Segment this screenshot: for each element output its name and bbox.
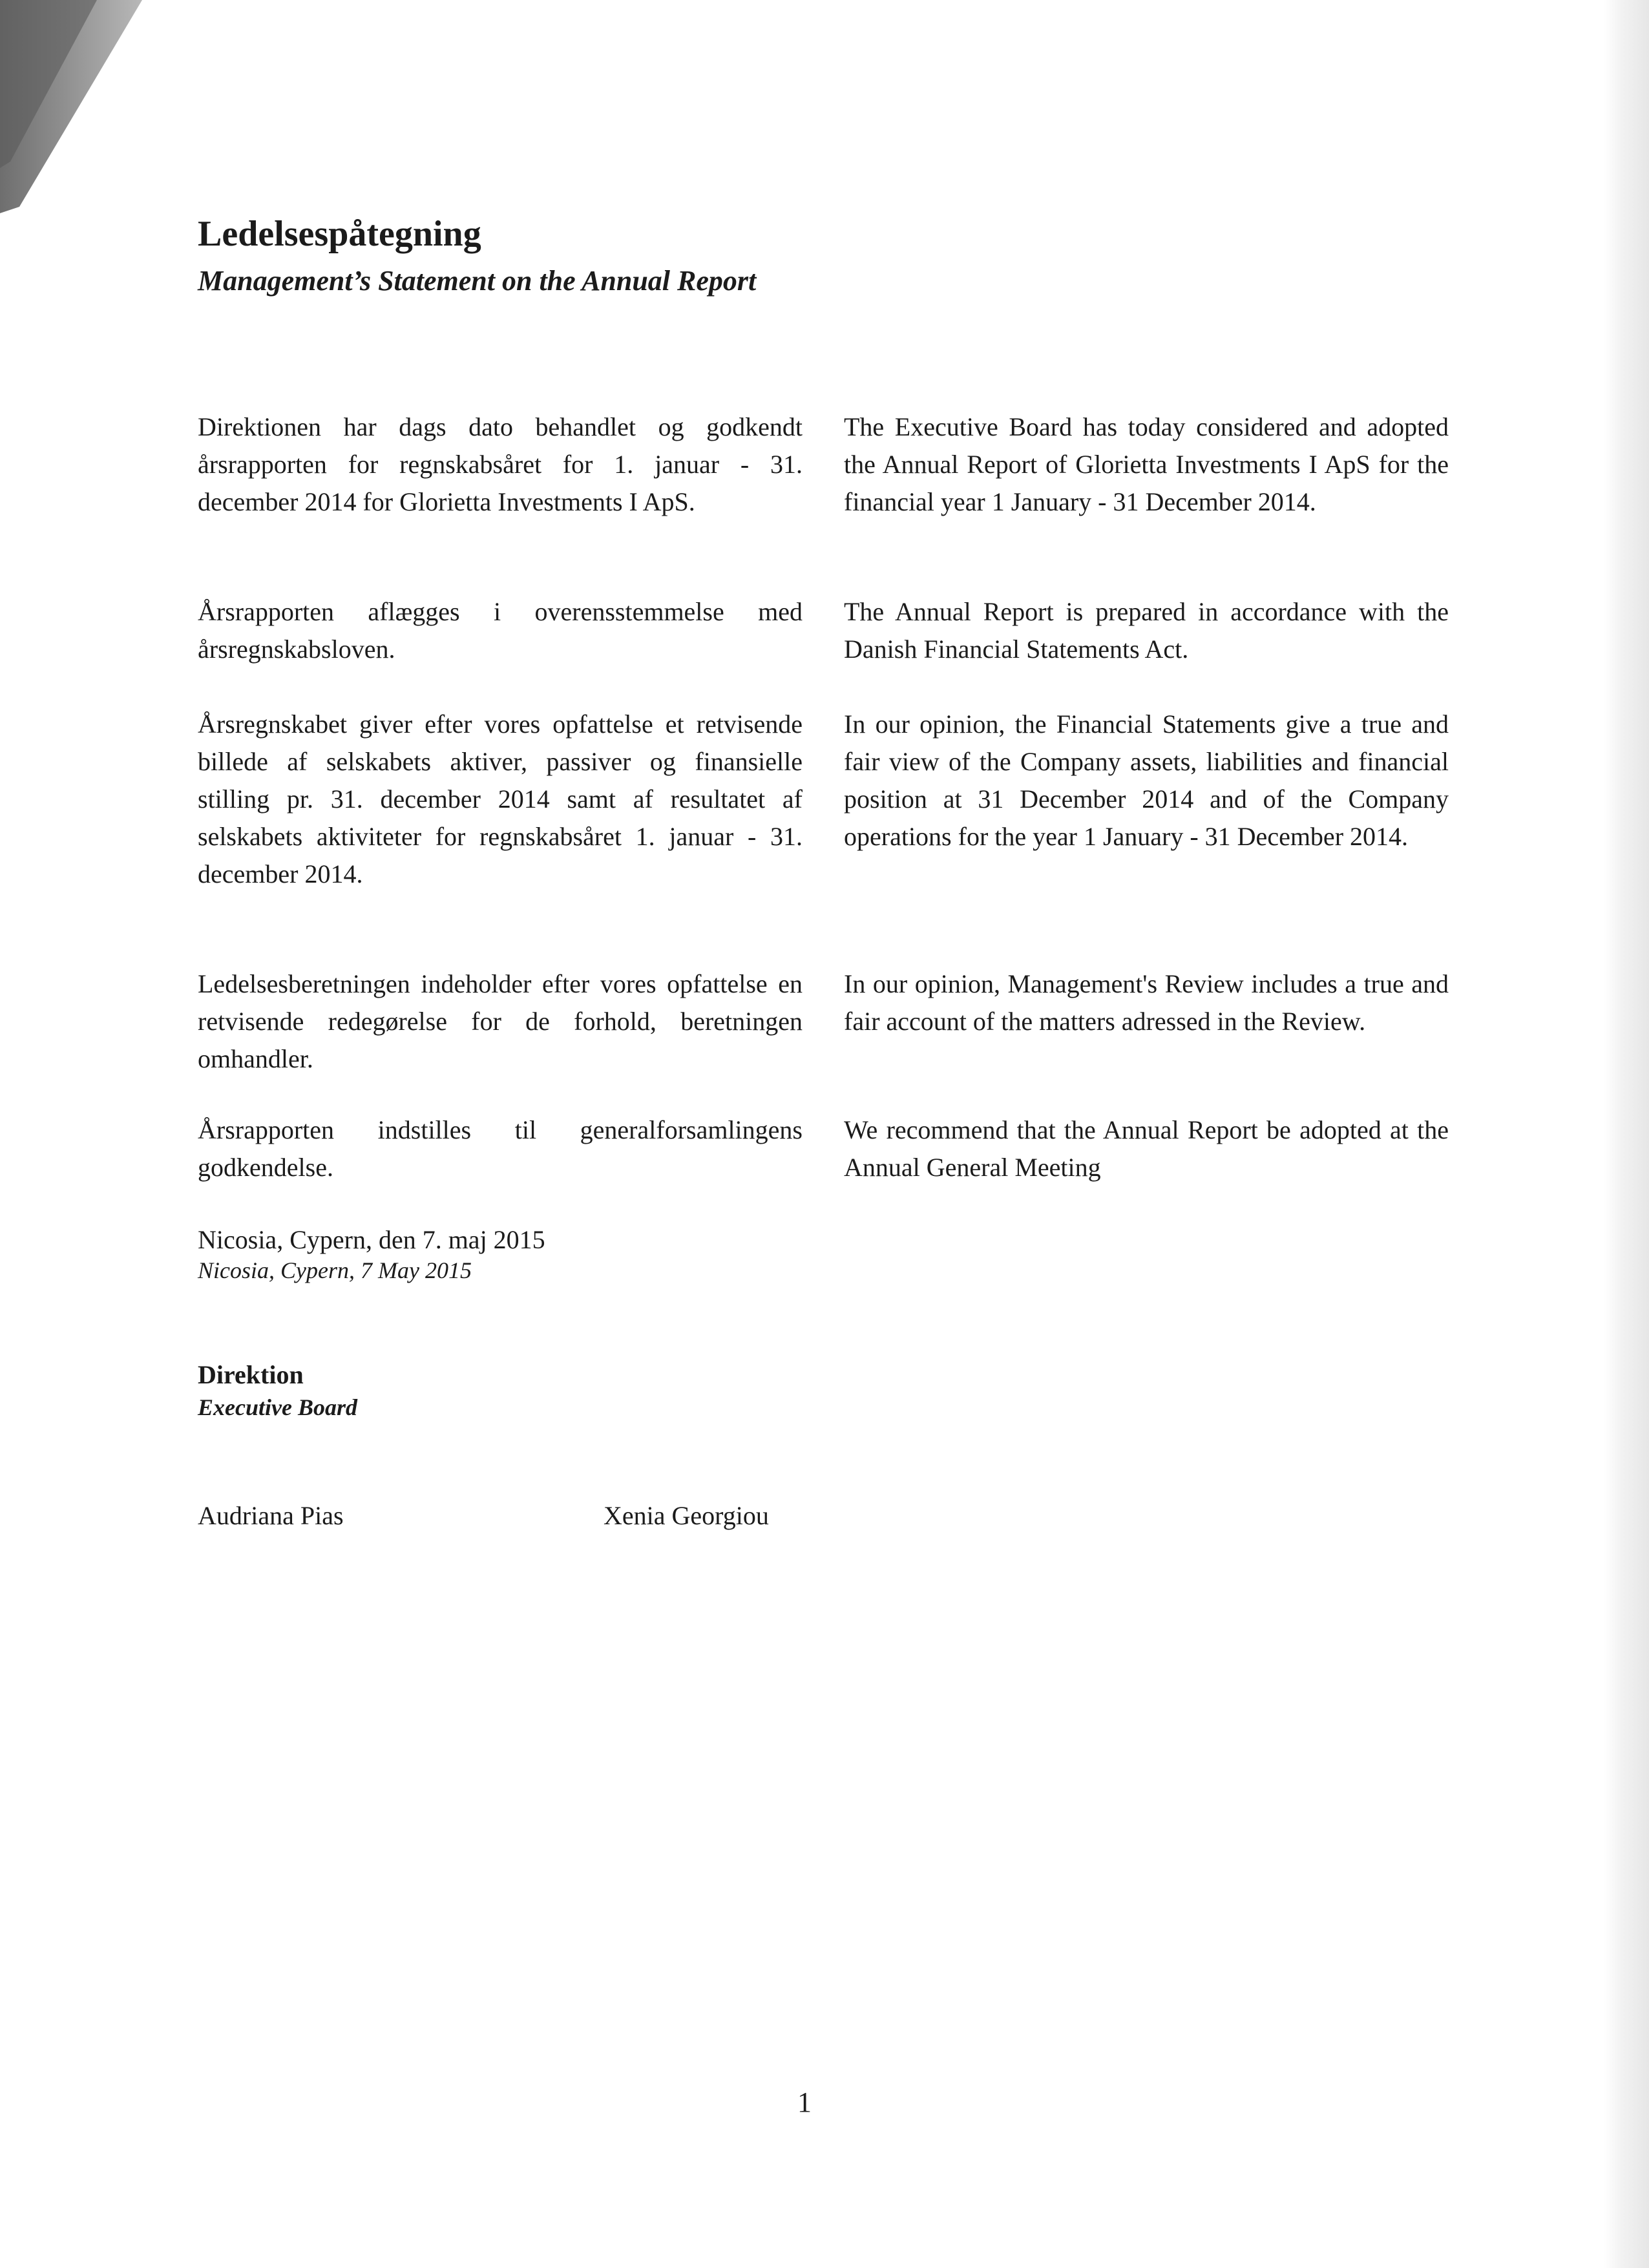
page-number: 1	[797, 2086, 812, 2118]
paragraph-en-recommendation: We recommend that the Annual Report be adopted at the Annual General Meeting	[844, 1115, 1449, 1182]
scan-right-edge	[1604, 0, 1649, 2268]
board-member-name: Audriana Pias	[198, 1501, 344, 1530]
scan-fold-corner	[0, 0, 149, 213]
paragraph-da-recommendation: Årsrapporten indstilles til generalforsamlingens godkendelse.	[198, 1115, 803, 1182]
paragraph-da-opinion-statements: Årsregnskabet giver efter vores opfattelse et retvisende billede af selskabets aktiver, passiver og finansielle stilling pr. 31. december 2014 samt af resultatet af selskabets aktiviteter for regnskabsåret 1. januar - 31. december 2014.	[198, 709, 803, 888]
paragraph-en-approval: The Executive Board has today considered and adopted the Annual Report of Glorietta Investments I ApS for the financial year 1 January - 31 December 2014.	[844, 412, 1449, 516]
page-title: Ledelsespåtegning	[198, 214, 481, 254]
board-heading-da: Direktion	[198, 1360, 304, 1389]
paragraph-da-approval: Direktionen har dags dato behandlet og godkendt årsrapporten for regnskabsåret for 1. januar - 31. december 2014 for Glorietta Investments I ApS.	[198, 412, 803, 516]
place-date-en: Nicosia, Cypern, 7 May 2015	[198, 1257, 472, 1283]
paragraph-en-opinion-statements: In our opinion, the Financial Statements give a true and fair view of the Company assets, liabilities and financial position at 31 December 2014 and of the Company operations for the year 1 January - 31 December 2014.	[844, 709, 1449, 851]
paragraph-da-opinion-review: Ledelsesberetningen indeholder efter vores opfattelse en retvisende redegørelse for de forhold, beretningen omhandler.	[198, 969, 803, 1073]
page-subtitle: Management’s Statement on the Annual Report	[198, 265, 757, 297]
paragraph-en-compliance: The Annual Report is prepared in accordance with the Danish Financial Statements Act.	[844, 597, 1449, 664]
paragraph-da-compliance: Årsrapporten aflægges i overensstemmelse med årsregnskabsloven.	[198, 597, 803, 664]
place-date-da: Nicosia, Cypern, den 7. maj 2015	[198, 1225, 545, 1254]
paragraph-en-opinion-review: In our opinion, Management's Review includes a true and fair account of the matters adressed in the Review.	[844, 969, 1449, 1036]
board-heading-en: Executive Board	[198, 1394, 357, 1420]
board-member-name: Xenia Georgiou	[604, 1501, 769, 1530]
